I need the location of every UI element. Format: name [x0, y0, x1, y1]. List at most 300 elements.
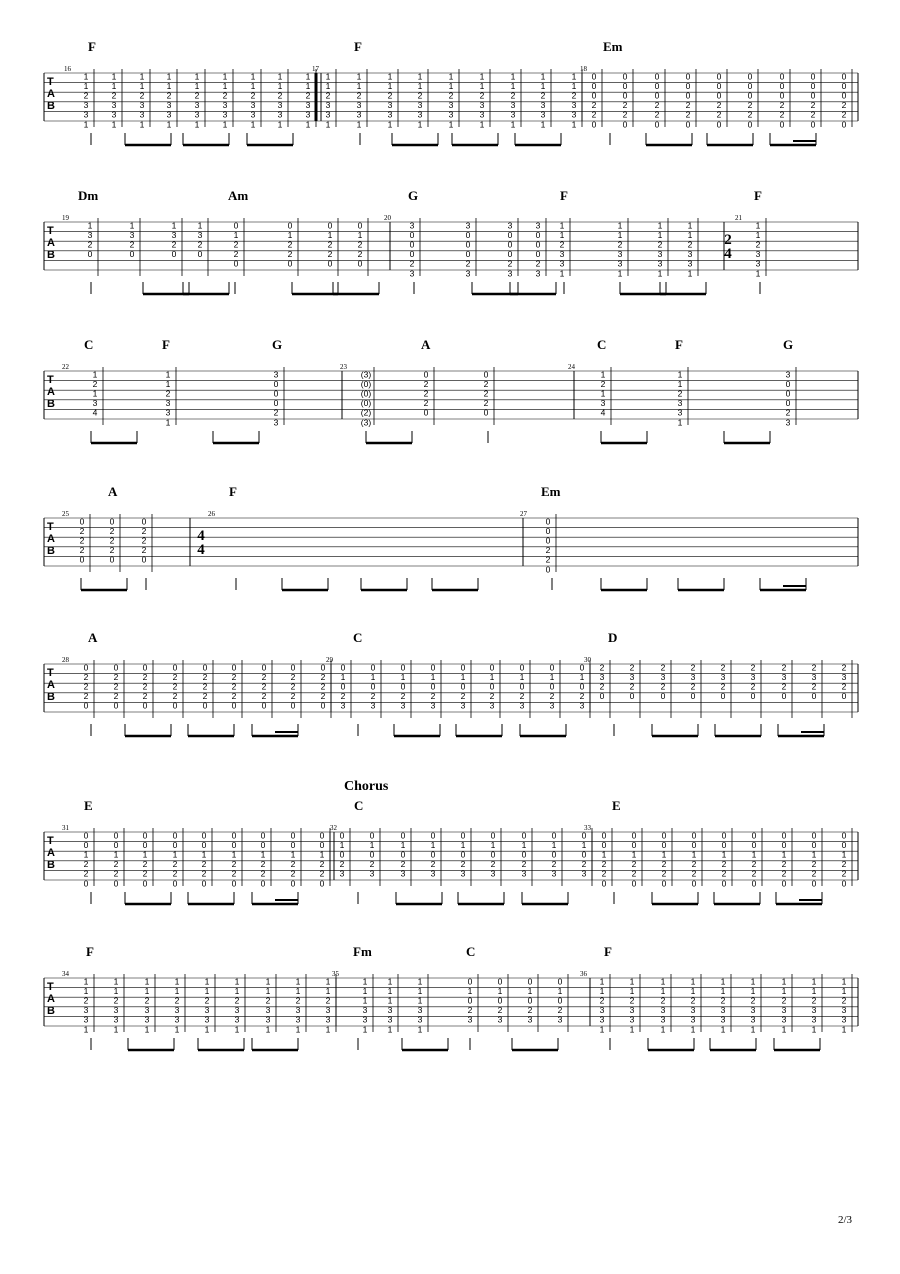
fret-number: 0 — [661, 839, 667, 850]
fret-number: 2 — [721, 859, 727, 870]
fret-number: 0 — [79, 554, 85, 565]
fret-number: 2 — [755, 239, 761, 250]
fret-number: 2 — [571, 90, 577, 101]
fret-number: 2 — [750, 995, 756, 1006]
fret-number: 1 — [657, 229, 663, 240]
time-signature-bottom: 4 — [197, 542, 205, 558]
fret-number: 2 — [810, 109, 816, 120]
fret-number: 0 — [320, 700, 326, 711]
fret-number: 0 — [369, 849, 375, 860]
fret-number: 3 — [174, 1005, 180, 1016]
fret-number: 1 — [750, 985, 756, 996]
fret-number: 0 — [545, 516, 551, 527]
fret-number: 2 — [204, 995, 210, 1006]
fret-number: 1 — [811, 985, 817, 996]
fret-number: 1 — [631, 849, 637, 860]
fret-number: 1 — [657, 220, 663, 231]
fret-number: 2 — [631, 859, 637, 870]
measure-number: 28 — [62, 656, 69, 664]
fret-number: 2 — [781, 859, 787, 870]
fret-number: 2 — [581, 859, 587, 870]
fret-number: 3 — [841, 1014, 847, 1025]
fret-number: 2 — [750, 681, 756, 692]
fret-number: 0 — [460, 662, 466, 673]
fret-number: 1 — [387, 995, 393, 1006]
fret-number: 2 — [527, 1005, 533, 1016]
fret-number: 2 — [483, 398, 489, 409]
fret-number: 3 — [448, 109, 454, 120]
fret-number: 0 — [581, 830, 587, 841]
fret-number: 3 — [409, 220, 415, 231]
fret-number: 0 — [551, 830, 557, 841]
fret-number: 3 — [535, 220, 541, 231]
fret-number: 2 — [657, 239, 663, 250]
fret-number: 2 — [811, 868, 817, 879]
fret-number: 3 — [356, 100, 362, 111]
fret-number: 0 — [273, 398, 279, 409]
fret-number: 3 — [129, 229, 135, 240]
fret-number: 0 — [810, 71, 816, 82]
fret-number: 0 — [142, 839, 148, 850]
fret-number: 0 — [109, 516, 115, 527]
fret-number: 1 — [222, 80, 228, 91]
fret-number: 2 — [142, 691, 148, 702]
fret-number: 3 — [409, 268, 415, 279]
fret-number: 0 — [497, 995, 503, 1006]
measure-number: 23 — [340, 363, 347, 371]
fret-number: 2 — [202, 691, 208, 702]
tab-clef-letter: B — [47, 1005, 55, 1017]
fret-number: 2 — [113, 681, 119, 692]
fret-number: 3 — [113, 1014, 119, 1025]
fret-number: 2 — [113, 691, 119, 702]
fret-number: 2 — [549, 691, 555, 702]
fret-number: 0 — [261, 662, 267, 673]
fret-number: 1 — [687, 220, 693, 231]
fret-number: 0 — [841, 80, 847, 91]
fret-number: 0 — [535, 249, 541, 260]
fret-number: 0 — [201, 878, 207, 889]
fret-number: 1 — [599, 985, 605, 996]
fret-number: 2 — [685, 100, 691, 111]
fret-number: 2 — [231, 681, 237, 692]
fret-number: 1 — [841, 1024, 847, 1035]
fret-number: 0 — [781, 830, 787, 841]
fret-number: 2 — [290, 868, 296, 879]
fret-number: 0 — [142, 700, 148, 711]
fret-number: 1 — [841, 985, 847, 996]
fret-number: 3 — [785, 369, 791, 380]
fret-number: 3 — [305, 109, 311, 120]
fret-number: 1 — [113, 985, 119, 996]
fret-number: 2 — [720, 662, 726, 673]
fret-number: 0 — [716, 90, 722, 101]
fret-number: 0 — [507, 239, 513, 250]
fret-number: 0 — [661, 830, 667, 841]
fret-number: 0 — [465, 229, 471, 240]
fret-number: 2 — [202, 671, 208, 682]
fret-number: 0 — [141, 516, 147, 527]
fret-number: 3 — [551, 868, 557, 879]
fret-number: 1 — [287, 229, 293, 240]
fret-number: 1 — [204, 976, 210, 987]
fret-number: 2 — [79, 525, 85, 536]
fret-number: 1 — [231, 849, 237, 860]
fret-number: 2 — [320, 671, 326, 682]
fret-number: 3 — [277, 109, 283, 120]
fret-number: 0 — [720, 691, 726, 702]
fret-number: 1 — [750, 1024, 756, 1035]
fret-number: 3 — [273, 417, 279, 428]
fret-number: 1 — [92, 388, 98, 399]
fret-number: 0 — [273, 388, 279, 399]
fret-number: 4 — [92, 407, 98, 418]
tab-clef-letter: T — [47, 981, 54, 993]
fret-number: 2 — [811, 681, 817, 692]
fret-number: 0 — [779, 90, 785, 101]
fret-number: 1 — [687, 229, 693, 240]
fret-number: 3 — [325, 1005, 331, 1016]
fret-number: 2 — [290, 671, 296, 682]
measure-number: 21 — [735, 214, 742, 222]
fret-number: 0 — [423, 407, 429, 418]
fret-number: 0 — [691, 839, 697, 850]
fret-number: 0 — [357, 220, 363, 231]
fret-number: 2 — [320, 691, 326, 702]
fret-number: 1 — [327, 229, 333, 240]
fret-number: 1 — [166, 71, 172, 82]
fret-number: 3 — [527, 1014, 533, 1025]
fret-number: 3 — [234, 1014, 240, 1025]
fret-number: 1 — [197, 220, 203, 231]
tab-clef-letter: B — [47, 545, 55, 557]
fret-number: 1 — [599, 1024, 605, 1035]
fret-number: 0 — [467, 976, 473, 987]
fret-number: 2 — [142, 859, 148, 870]
fret-number: 2 — [305, 90, 311, 101]
fret-number: 0 — [557, 995, 563, 1006]
fret-number: 0 — [339, 849, 345, 860]
fret-number: 4 — [600, 407, 606, 418]
fret-number: 3 — [811, 1014, 817, 1025]
fret-number: 3 — [750, 1014, 756, 1025]
fret-number: 1 — [617, 229, 623, 240]
fret-number: 2 — [779, 109, 785, 120]
fret-number: 3 — [750, 1005, 756, 1016]
fret-number: 0 — [591, 119, 597, 130]
fret-number: 1 — [571, 71, 577, 82]
fret-number: 0 — [201, 839, 207, 850]
fret-number: 0 — [811, 839, 817, 850]
fret-number: 3 — [720, 1005, 726, 1016]
fret-number: 2 — [460, 859, 466, 870]
time-signature-top: 4 — [197, 528, 205, 544]
fret-number: 0 — [810, 90, 816, 101]
fret-number: 1 — [357, 229, 363, 240]
fret-number: 0 — [527, 976, 533, 987]
fret-number: 1 — [510, 119, 516, 130]
fret-number: 3 — [369, 868, 375, 879]
fret-number: 1 — [356, 119, 362, 130]
fret-number: 2 — [319, 859, 325, 870]
fret-number: 0 — [519, 662, 525, 673]
fret-number: 1 — [720, 976, 726, 987]
fret-number: 0 — [287, 220, 293, 231]
fret-number: 0 — [320, 662, 326, 673]
fret-number: 1 — [479, 71, 485, 82]
fret-number: 2 — [467, 1005, 473, 1016]
fret-number: 3 — [222, 109, 228, 120]
fret-number: 2 — [622, 100, 628, 111]
fret-number: 3 — [295, 1014, 301, 1025]
fret-number: 1 — [841, 976, 847, 987]
fret-number: 0 — [231, 700, 237, 711]
fret-number: 3 — [430, 700, 436, 711]
fret-number: 2 — [202, 681, 208, 692]
fret-number: 0 — [751, 839, 757, 850]
fret-number: 1 — [83, 976, 89, 987]
fret-number: 1 — [690, 985, 696, 996]
chord-name: C — [466, 944, 476, 959]
fret-number: 2 — [231, 868, 237, 879]
fret-number: 3 — [83, 1005, 89, 1016]
fret-number: 2 — [591, 100, 597, 111]
fret-number: 1 — [387, 119, 393, 130]
fret-number: 0 — [685, 71, 691, 82]
fret-number: 0 — [654, 119, 660, 130]
fret-number: 2 — [690, 681, 696, 692]
chord-name: C — [353, 630, 363, 645]
fret-number: 1 — [305, 71, 311, 82]
fret-number: 3 — [265, 1005, 271, 1016]
fret-number: 2 — [810, 100, 816, 111]
fret-number: 0 — [260, 839, 266, 850]
fret-number: 0 — [751, 830, 757, 841]
fret-number: 3 — [660, 1014, 666, 1025]
fret-number: 2 — [841, 100, 847, 111]
fret-number: 0 — [113, 878, 119, 889]
measure-number: 19 — [62, 214, 69, 222]
fret-number: (3) — [360, 417, 372, 428]
fret-number: 2 — [319, 868, 325, 879]
fret-number: 3 — [339, 868, 345, 879]
fret-number: 3 — [166, 100, 172, 111]
fret-number: 3 — [387, 1014, 393, 1025]
fret-number: 0 — [691, 830, 697, 841]
fret-number: 0 — [409, 239, 415, 250]
fret-number: 2 — [273, 407, 279, 418]
fret-number: 0 — [716, 71, 722, 82]
fret-number: 1 — [657, 268, 663, 279]
chord-name: Dm — [78, 188, 99, 203]
fret-number: 3 — [166, 109, 172, 120]
fret-number: 2 — [113, 868, 119, 879]
fret-number: 2 — [142, 681, 148, 692]
time-signature-bottom: 4 — [724, 246, 732, 262]
fret-number: 2 — [629, 662, 635, 673]
fret-number: 3 — [617, 249, 623, 260]
fret-number: 2 — [231, 671, 237, 682]
fret-number: 1 — [751, 849, 757, 860]
fret-number: 1 — [467, 985, 473, 996]
fret-number: 2 — [721, 868, 727, 879]
fret-number: 0 — [747, 90, 753, 101]
fret-number: 2 — [142, 671, 148, 682]
fret-number: 1 — [559, 268, 565, 279]
fret-number: 0 — [430, 662, 436, 673]
fret-number: 3 — [690, 671, 696, 682]
fret-number: 1 — [340, 671, 346, 682]
measure-number: 32 — [330, 824, 337, 832]
fret-number: 2 — [113, 859, 119, 870]
fret-number: 3 — [430, 868, 436, 879]
fret-number: 0 — [460, 830, 466, 841]
fret-number: 1 — [370, 671, 376, 682]
fret-number: 1 — [222, 119, 228, 130]
fret-number: 3 — [165, 398, 171, 409]
fret-number: 3 — [222, 100, 228, 111]
fret-number: 2 — [423, 398, 429, 409]
fret-number: 0 — [685, 90, 691, 101]
fret-number: 1 — [750, 976, 756, 987]
fret-number: 0 — [779, 80, 785, 91]
fret-number: 1 — [571, 80, 577, 91]
tab-clef-letter: B — [47, 398, 55, 410]
fret-number: 2 — [340, 691, 346, 702]
fret-number: 2 — [87, 239, 93, 250]
chord-name: F — [560, 188, 568, 203]
fret-number: 3 — [465, 220, 471, 231]
fret-number: 2 — [483, 378, 489, 389]
fret-number: 1 — [144, 976, 150, 987]
fret-number: 3 — [571, 109, 577, 120]
fret-number: 2 — [83, 90, 89, 101]
fret-number: 3 — [460, 868, 466, 879]
fret-number: 0 — [231, 830, 237, 841]
section-label: Chorus — [344, 779, 389, 794]
fret-number: 3 — [781, 1005, 787, 1016]
fret-number: 0 — [545, 564, 551, 575]
fret-number: 1 — [527, 985, 533, 996]
fret-number: 1 — [387, 1024, 393, 1035]
fret-number: 1 — [166, 80, 172, 91]
fret-number: 0 — [290, 700, 296, 711]
fret-number: 0 — [747, 80, 753, 91]
fret-number: 1 — [557, 985, 563, 996]
fret-number: 1 — [142, 849, 148, 860]
measure-number: 29 — [326, 656, 333, 664]
fret-number: 2 — [109, 525, 115, 536]
fret-number: 2 — [423, 378, 429, 389]
fret-number: 0 — [841, 90, 847, 101]
fret-number: 2 — [497, 1005, 503, 1016]
fret-number: 0 — [581, 849, 587, 860]
fret-number: 2 — [369, 859, 375, 870]
fret-number: 1 — [265, 985, 271, 996]
fret-number: 0 — [231, 878, 237, 889]
fret-number: 1 — [204, 1024, 210, 1035]
fret-number: 1 — [356, 71, 362, 82]
fret-number: 1 — [250, 119, 256, 130]
fret-number: 0 — [467, 995, 473, 1006]
fret-number: 2 — [83, 691, 89, 702]
fret-number: 2 — [660, 681, 666, 692]
fret-number: 3 — [600, 398, 606, 409]
fret-number: 3 — [629, 671, 635, 682]
fret-number: 1 — [260, 849, 266, 860]
fret-number: 0 — [519, 681, 525, 692]
fret-number: 0 — [423, 369, 429, 380]
fret-number: 2 — [141, 545, 147, 556]
fret-number: 2 — [370, 691, 376, 702]
fret-number: 3 — [549, 700, 555, 711]
fret-number: 2 — [601, 859, 607, 870]
fret-number: 0 — [142, 830, 148, 841]
fret-number: 2 — [109, 545, 115, 556]
fret-number: 0 — [290, 662, 296, 673]
fret-number: 2 — [654, 100, 660, 111]
fret-number: 1 — [387, 71, 393, 82]
fret-number: 2 — [599, 995, 605, 1006]
fret-number: 2 — [290, 691, 296, 702]
fret-number: 1 — [362, 995, 368, 1006]
fret-number: 1 — [144, 1024, 150, 1035]
fret-number: 2 — [750, 662, 756, 673]
fret-number: 3 — [92, 398, 98, 409]
measure-number: 24 — [568, 363, 575, 371]
fret-number: 1 — [222, 71, 228, 82]
fret-number: 2 — [600, 378, 606, 389]
fret-number: 1 — [305, 119, 311, 130]
fret-number: 2 — [171, 239, 177, 250]
fret-number: 1 — [579, 671, 585, 682]
fret-number: 1 — [559, 229, 565, 240]
fret-number: 2 — [465, 258, 471, 269]
fret-number: 2 — [631, 868, 637, 879]
fret-number: 1 — [510, 71, 516, 82]
fret-number: 1 — [166, 119, 172, 130]
fret-number: 0 — [785, 398, 791, 409]
fret-number: 1 — [417, 985, 423, 996]
fret-number: 1 — [479, 80, 485, 91]
fret-number: 1 — [165, 369, 171, 380]
fret-number: 0 — [369, 830, 375, 841]
chord-name: A — [108, 484, 118, 499]
fret-number: 0 — [465, 239, 471, 250]
fret-number: 0 — [779, 119, 785, 130]
fret-number: 0 — [527, 995, 533, 1006]
fret-number: 0 — [430, 681, 436, 692]
fret-number: 1 — [448, 80, 454, 91]
fret-number: 1 — [460, 839, 466, 850]
fret-number: 1 — [144, 985, 150, 996]
fret-number: 1 — [319, 849, 325, 860]
fret-number: 1 — [617, 268, 623, 279]
fret-number: 2 — [287, 239, 293, 250]
fret-number: 3 — [83, 109, 89, 120]
fret-number: 1 — [811, 976, 817, 987]
fret-number: 2 — [747, 100, 753, 111]
fret-number: 2 — [660, 995, 666, 1006]
tab-clef-letter: A — [47, 88, 55, 100]
fret-number: 3 — [83, 100, 89, 111]
measure-number: 31 — [62, 824, 69, 832]
chord-name: F — [162, 337, 170, 352]
fret-number: 3 — [490, 868, 496, 879]
chord-name: F — [354, 39, 362, 54]
chord-name: Fm — [353, 944, 372, 959]
fret-number: 0 — [716, 80, 722, 91]
